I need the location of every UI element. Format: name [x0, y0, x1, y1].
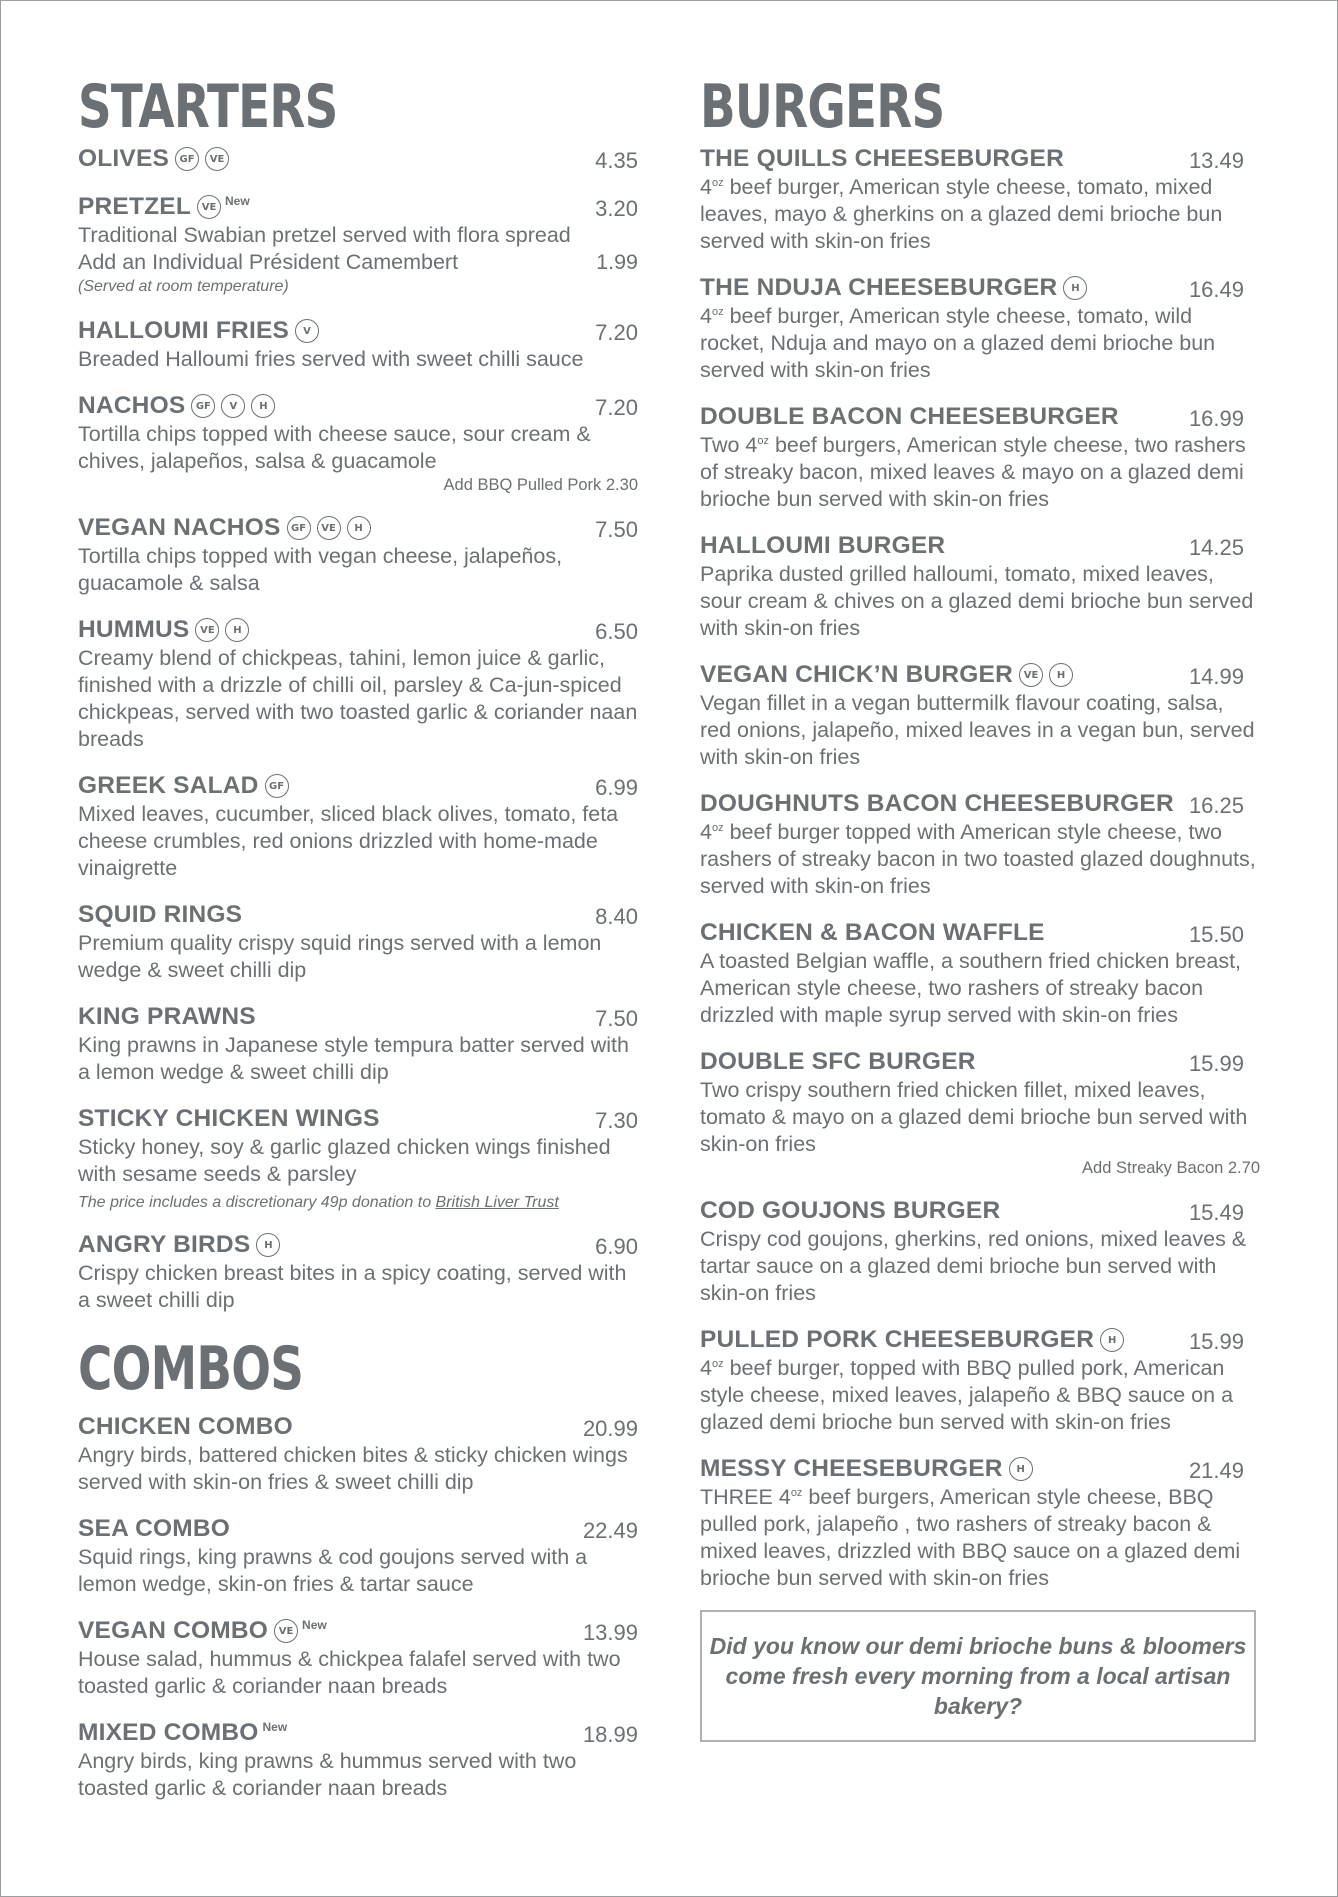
dietary-badges — [265, 774, 289, 798]
menu-item-price: 20.99 — [582, 1416, 638, 1441]
menu-item-price: 14.25 — [1188, 535, 1244, 560]
dietary-badge-ve-icon: VE — [317, 516, 341, 540]
dietary-badge-h-icon: H — [347, 516, 371, 540]
menu-item-description: $4^{oz}$ beef burger, American style cheese, tomato, mixed leaves, mayo & gherkins on a glazed demi brioche bun served with skin-on fries — [700, 175, 1223, 253]
menu-item-price: 15.99 — [1188, 1051, 1244, 1076]
add-on-note: Add Streaky Bacon 2.70 — [1082, 1159, 1260, 1177]
dietary-badge-gf-icon: GF — [287, 516, 311, 540]
menu-item-name: DOUBLE SFC BURGER — [700, 1048, 976, 1075]
dietary-badge-v-icon: V — [221, 394, 245, 418]
dietary-badges — [1019, 663, 1073, 687]
dietary-badge-h-icon: H — [1009, 1457, 1033, 1481]
ounce-superscript: oz — [711, 176, 724, 189]
menu-item-name: VEGAN CHICK’N BURGER — [700, 661, 1013, 688]
menu-item-description: Crispy chicken breast bites in a spicy coating, served with a sweet chilli dip — [78, 1261, 627, 1312]
dietary-badges — [191, 394, 275, 418]
menu-item-price: 15.99 — [1188, 1329, 1244, 1354]
dietary-badge-h-icon: H — [225, 618, 249, 642]
dietary-badges — [295, 319, 319, 343]
dietary-badge-h-icon: H — [251, 394, 275, 418]
menu-item-header — [78, 391, 638, 421]
british-liver-trust-link[interactable]: British Liver Trust — [435, 1194, 559, 1211]
menu-item-header — [78, 1412, 638, 1442]
dietary-badge-h-icon: H — [1049, 663, 1073, 687]
menu-item-price: 7.30 — [595, 1108, 638, 1133]
menu-item-name: OLIVES — [78, 145, 170, 172]
starters-title: STARTERS — [78, 72, 338, 142]
menu-item-header — [78, 900, 638, 930]
menu-item — [700, 789, 1260, 900]
menu-item-description: Tortilla chips topped with cheese sauce, sour cream & chives, jalapeños, salsa & guacamole — [78, 422, 591, 473]
menu-item-name: VEGAN COMBO — [78, 1617, 269, 1644]
menu-item-description: $4^{oz}$ beef burger, topped with BBQ pulled pork, American style cheese, mixed leaves, jalapeño & BBQ sauce on a glazed demi brioche bun served with skin-on fries — [700, 1356, 1234, 1434]
menu-item-description: Angry birds, king prawns & hummus served with two toasted garlic & coriander naan breads — [78, 1749, 577, 1800]
menu-item-name: SEA COMBO — [78, 1515, 230, 1542]
menu-item-price: 7.20 — [595, 320, 638, 345]
menu-item-description: $4^{oz}$ beef burger topped with American style cheese, two rashers of streaky bacon in two toasted glazed doughnuts, served with skin-on fries — [700, 820, 1256, 898]
menu-item — [78, 1230, 638, 1314]
dietary-badges — [197, 195, 221, 219]
menu-item-description: $4^{oz}$ beef burger, American style cheese, tomato, wild rocket, Nduja and mayo on a glazed demi brioche bun served with skin-on fries — [700, 304, 1216, 382]
menu-item-header — [78, 1230, 638, 1260]
menu-item-name: VEGAN NACHOS — [78, 514, 281, 541]
menu-item-price: 6.50 — [595, 619, 638, 644]
menu-item-name: MIXED COMBO — [78, 1719, 259, 1746]
menu-item-price: 16.25 — [1188, 793, 1244, 818]
menu-item-name: THE QUILLS CHEESEBURGER — [700, 145, 1064, 172]
menu-item-description: Sticky honey, soy & garlic glazed chicken wings finished with sesame seeds & parsley — [78, 1135, 611, 1186]
add-on-label: Add an Individual Président Camembert — [78, 250, 459, 274]
menu-item-header — [700, 1047, 1260, 1077]
menu-item — [700, 660, 1260, 771]
menu-item-header — [78, 1002, 638, 1032]
dietary-badge-ve-icon: VE — [205, 147, 229, 171]
menu-item-price: 7.50 — [595, 1006, 638, 1031]
dietary-badges — [287, 516, 371, 540]
dietary-badge-h-icon: H — [256, 1233, 280, 1257]
menu-item-description: King prawns in Japanese style tempura batter served with a lemon wedge & sweet chilli dip — [78, 1033, 629, 1084]
menu-item — [700, 1196, 1260, 1307]
menu-item-description: Angry birds, battered chicken bites & sticky chicken wings served with skin-on fries & sweet chilli dip — [78, 1443, 628, 1494]
menu-item-header — [700, 1196, 1260, 1226]
menu-item-name: CHICKEN COMBO — [78, 1413, 293, 1440]
left-column — [78, 70, 638, 1820]
menu-item-price: 13.99 — [582, 1620, 638, 1645]
dietary-badges — [1100, 1328, 1124, 1352]
menu-item-description: Crispy cod goujons, gherkins, red onions, mixed leaves & tartar sauce on a glazed demi brioche bun served with skin-on fries — [700, 1227, 1247, 1305]
dietary-badge-ve-icon: VE — [195, 618, 219, 642]
menu-item-header — [700, 531, 1260, 561]
menu-item-name: HUMMUS — [78, 616, 190, 643]
dietary-badge-h-icon: H — [1100, 1328, 1124, 1352]
menu-item-description: Squid rings, king prawns & cod goujons served with a lemon wedge, skin-on fries & tartar sauce — [78, 1545, 588, 1596]
menu-item-price: 6.90 — [595, 1234, 638, 1259]
menu-item-name: STICKY CHICKEN WINGS — [78, 1105, 380, 1132]
dietary-badge-ve-icon: VE — [197, 195, 221, 219]
dietary-badges — [195, 618, 249, 642]
menu-item — [700, 1325, 1260, 1436]
menu-item-name: KING PRAWNS — [78, 1003, 256, 1030]
add-on-note: Add BBQ Pulled Pork 2.30 — [443, 476, 638, 494]
menu-item — [78, 192, 638, 298]
menu-item — [78, 1616, 638, 1700]
menu-item-name: HALLOUMI FRIES — [78, 317, 290, 344]
menu-item-header — [700, 402, 1260, 432]
menu-item-header — [78, 615, 638, 645]
menu-item-name: COD GOUJONS BURGER — [700, 1197, 1001, 1224]
ounce-superscript: oz — [757, 434, 769, 447]
menu-item-header — [700, 144, 1260, 174]
menu-item-description: Traditional Swabian pretzel served with flora spread — [78, 223, 571, 247]
menu-item-description: Mixed leaves, cucumber, sliced black olives, tomato, feta cheese crumbles, red onions drizzled with home-made vinaigrette — [78, 802, 619, 880]
ounce-superscript: oz — [711, 305, 724, 318]
menu-item-name: CHICKEN & BACON WAFFLE — [700, 919, 1045, 946]
menu-item-description: Two $4^{oz}$ beef burgers, American style cheese, two rashers of streaky bacon, mixed leaves & mayo on a glazed demi brioche bun served with skin-on fries — [700, 433, 1246, 511]
menu-item — [78, 900, 638, 984]
serving-note: (Served at room temperature) — [78, 278, 289, 295]
dietary-badges — [175, 147, 229, 171]
menu-item — [78, 615, 638, 753]
menu-item-name: SQUID RINGS — [78, 901, 243, 928]
menu-item-header — [78, 1514, 638, 1544]
dietary-badge-ve-icon: VE — [1019, 663, 1043, 687]
combos-title: COMBOS — [78, 1334, 304, 1404]
menu-item-price: 15.50 — [1188, 922, 1244, 947]
menu-item-header — [700, 918, 1260, 948]
menu-item — [78, 1412, 638, 1496]
donation-note: The price includes a discretionary 49p donation to British Liver Trust — [78, 1194, 559, 1211]
menu-item-price: 21.49 — [1188, 1458, 1244, 1483]
menu-item-header — [78, 316, 638, 346]
menu-item-price: 8.40 — [595, 904, 638, 929]
ounce-superscript: oz — [711, 821, 724, 834]
dietary-badge-v-icon: V — [295, 319, 319, 343]
menu-item-name: DOUGHNUTS BACON CHEESEBURGER — [700, 790, 1174, 817]
menu-item — [700, 1047, 1260, 1178]
menu-item — [78, 1104, 638, 1188]
menu-item-description: Premium quality crispy squid rings served with a lemon wedge & sweet chilli dip — [78, 931, 602, 982]
menu-item — [78, 1002, 638, 1086]
menu-item-name: GREEK SALAD — [78, 772, 259, 799]
menu-item-header — [700, 273, 1260, 303]
dietary-badge-h-icon: H — [1063, 276, 1087, 300]
menu-item-header — [78, 771, 638, 801]
menu-item-header — [700, 1454, 1260, 1484]
menu-item-price: 7.20 — [595, 395, 638, 420]
menu-item — [700, 144, 1260, 255]
right-column — [700, 70, 1260, 1742]
menu-item-description: Breaded Halloumi fries served with sweet chilli sauce — [78, 347, 584, 371]
add-on-line — [78, 249, 638, 276]
menu-item-header — [78, 192, 638, 222]
menu-item — [78, 391, 638, 495]
menu-item-description: Paprika dusted grilled halloumi, tomato, mixed leaves, sour cream & chives on a glazed demi brioche bun served with skin-on fries — [700, 562, 1254, 640]
menu-item-name: NACHOS — [78, 392, 186, 419]
menu-item-price: 22.49 — [582, 1518, 638, 1543]
menu-item-description: THREE $4^{oz}$ beef burgers, American style cheese, BBQ pulled pork, jalapeño , two rashers of streaky bacon & mixed leaves, drizzled with BBQ sauce on a glazed demi brioche bun served with skin-on fries — [700, 1485, 1241, 1590]
menu-item — [700, 531, 1260, 642]
menu-item-price: 13.49 — [1188, 148, 1244, 173]
menu-item-header — [700, 789, 1260, 819]
menu-item — [700, 918, 1260, 1029]
ounce-superscript: oz — [790, 1486, 803, 1499]
menu-item-name: MESSY CHEESEBURGER — [700, 1455, 1003, 1482]
menu-item-header — [700, 660, 1260, 690]
dietary-badge-gf-icon: GF — [175, 147, 199, 171]
dietary-badge-gf-icon: GF — [191, 394, 215, 418]
menu-item — [700, 273, 1260, 384]
menu-item-name: PULLED PORK CHEESEBURGER — [700, 1326, 1095, 1353]
menu-item-price: 14.99 — [1188, 664, 1244, 689]
menu-item-price: 15.49 — [1188, 1200, 1244, 1225]
burgers-list — [700, 144, 1260, 1592]
menu-item-price: 3.20 — [595, 196, 638, 221]
dietary-badge-ve-icon: VE — [274, 1619, 298, 1643]
bakery-callout: Did you know our demi brioche buns & bloomers come fresh every morning from a local artisan bakery? — [700, 1610, 1256, 1742]
menu-item-header — [78, 1104, 638, 1134]
menu-item-name: HALLOUMI BURGER — [700, 532, 946, 559]
menu-item — [700, 402, 1260, 513]
menu-item-price: 7.50 — [595, 517, 638, 542]
burgers-title: BURGERS — [700, 72, 945, 142]
menu-item — [700, 1454, 1260, 1592]
menu-item-name: DOUBLE BACON CHEESEBURGER — [700, 403, 1119, 430]
dietary-badges — [1009, 1457, 1033, 1481]
menu-item-name: PRETZEL — [78, 193, 192, 220]
dietary-badge-gf-icon: GF — [265, 774, 289, 798]
menu-item — [78, 1514, 638, 1598]
combos-list — [78, 1412, 638, 1802]
dietary-badges — [274, 1619, 298, 1643]
menu-item — [78, 771, 638, 882]
menu-item-header — [78, 1616, 638, 1646]
menu-item — [78, 144, 638, 174]
menu-item — [78, 1718, 638, 1802]
dietary-badges — [256, 1233, 280, 1257]
menu-item-header — [700, 1325, 1260, 1355]
dietary-badges — [1063, 276, 1087, 300]
menu-item-name: THE NDUJA CHEESEBURGER — [700, 274, 1058, 301]
ounce-superscript: oz — [711, 1357, 724, 1370]
menu-item-description: Tortilla chips topped with vegan cheese, jalapeños, guacamole & salsa — [78, 544, 563, 595]
menu-item-price: 16.49 — [1188, 277, 1244, 302]
new-tag: New — [302, 1618, 327, 1632]
add-on-price: 1.99 — [596, 250, 638, 274]
starters-list — [78, 144, 638, 1314]
new-tag: New — [225, 194, 250, 208]
menu-item-description: Creamy blend of chickpeas, tahini, lemon juice & garlic, finished with a drizzle of chilli oil, parsley & Ca-jun-spiced chickpeas, served with two toasted garlic & coriander naan breads — [78, 646, 638, 751]
menu-item-price: 18.99 — [582, 1722, 638, 1747]
menu-item-description: Vegan fillet in a vegan buttermilk flavour coating, salsa, red onions, jalapeño, mixed leaves in a vegan bun, served with skin-on fries — [700, 691, 1255, 769]
menu-item-description: House salad, hummus & chickpea falafel served with two toasted garlic & coriander naan breads — [78, 1647, 621, 1698]
menu-item — [78, 513, 638, 597]
menu-item-header — [78, 1718, 638, 1748]
menu-item-description: Two crispy southern fried chicken fillet, mixed leaves, tomato & mayo on a glazed demi brioche bun served with skin-on fries — [700, 1078, 1248, 1156]
menu-item-header — [78, 513, 638, 543]
menu-item-name: ANGRY BIRDS — [78, 1231, 251, 1258]
menu-item-price: 6.99 — [595, 775, 638, 800]
menu-item — [78, 316, 638, 373]
new-tag: New — [262, 1720, 288, 1734]
menu-item-description: A toasted Belgian waffle, a southern fried chicken breast, American style cheese, two rashers of streaky bacon drizzled with maple syrup served with skin-on fries — [700, 949, 1242, 1027]
menu-item-price: 4.35 — [595, 148, 638, 173]
menu-item-price: 16.99 — [1188, 406, 1244, 431]
menu-item-header — [78, 144, 638, 174]
